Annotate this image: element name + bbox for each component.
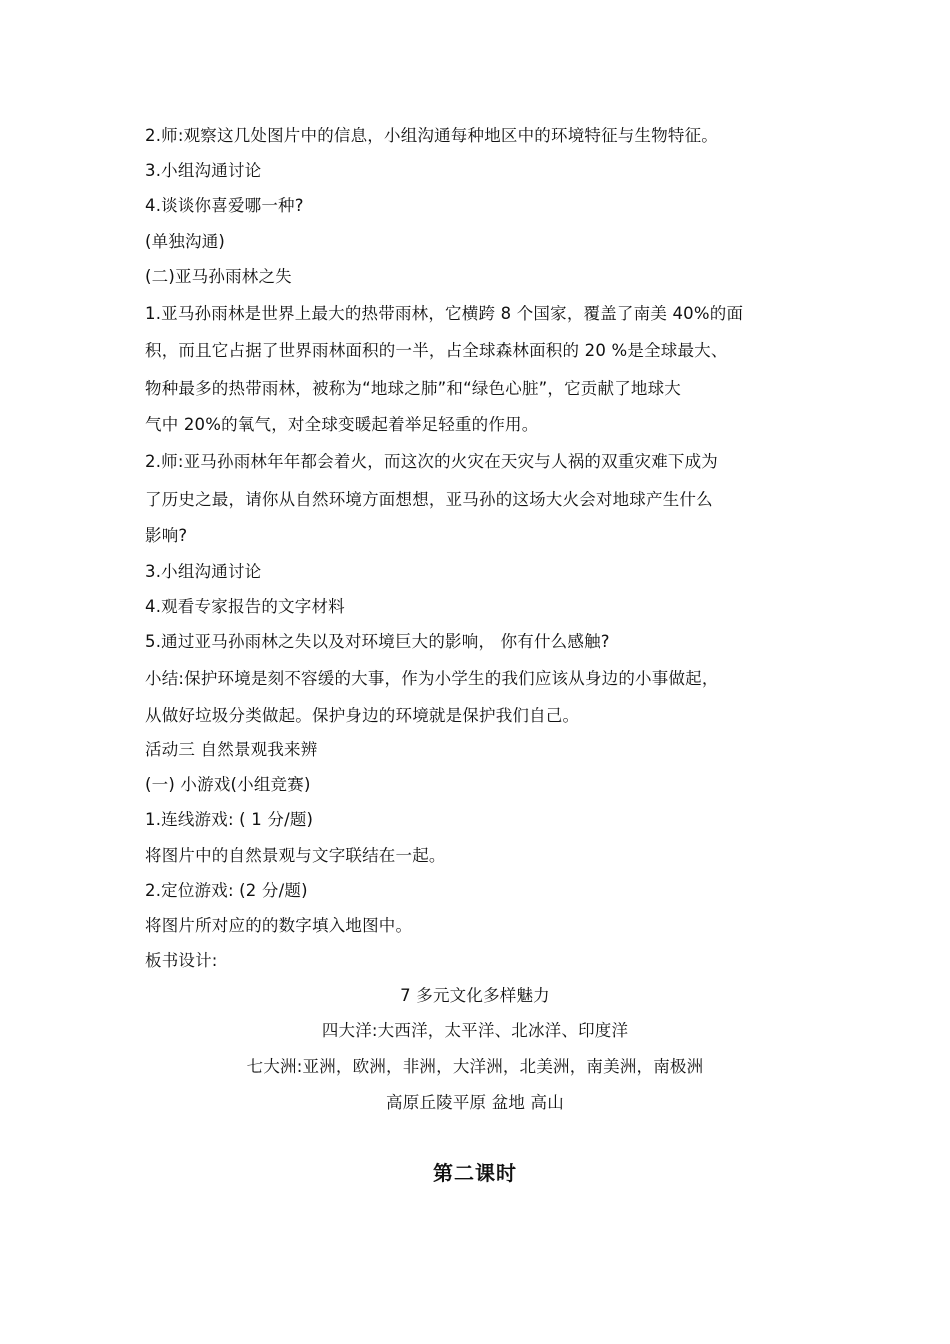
mini-game-title: (一) 小游戏(小组竞赛) bbox=[145, 775, 311, 794]
board-landforms: 高原丘陵平原 盆地 高山 bbox=[386, 1093, 564, 1112]
paragraph-teacher-observe: 2.师:观察这几处图片中的信息，小组沟通每种地区中的环境特征与生物特征。 bbox=[145, 126, 719, 145]
paragraph-amazon-3: 物种最多的热带雨林，被称为“地球之肺”和“绿色心脏”，它贡献了地球大 bbox=[145, 379, 681, 398]
subsection-amazon: (二)亚马孙雨林之失 bbox=[145, 267, 292, 286]
paragraph-summary-1: 小结:保护环境是刻不容缓的大事，作为小学生的我们应该从身边的小事做起， bbox=[145, 669, 719, 688]
matching-game: 1.连线游戏: ( 1 分/题) bbox=[145, 810, 314, 829]
paragraph-group-discuss-1: 3.小组沟通讨论 bbox=[145, 161, 262, 180]
board-oceans: 四大洋:大西洋，太平洋、北冰洋、印度洋 bbox=[321, 1021, 629, 1040]
location-game-desc: 将图片所对应的的数字填入地图中。 bbox=[145, 916, 413, 935]
paragraph-amazon-4: 气中 20%的氧气，对全球变暖起着举足轻重的作用。 bbox=[145, 415, 539, 434]
section-heading: 第二课时 bbox=[433, 1161, 517, 1185]
paragraph-fire-2: 了历史之最，请你从自然环境方面想想，亚马孙的这场大火会对地球产生什么 bbox=[145, 490, 713, 509]
paragraph-summary-2: 从做好垃圾分类做起。保护身边的环境就是保护我们自己。 bbox=[145, 706, 580, 725]
paragraph-fire-3: 影响? bbox=[145, 526, 188, 545]
location-game: 2.定位游戏: (2 分/题) bbox=[145, 881, 308, 900]
paragraph-feelings: 5.通过亚马孙雨林之失以及对环境巨大的影响， 你有什么感触? bbox=[145, 632, 610, 651]
board-continents: 七大洲:亚洲，欧洲，非洲，大洋洲，北美洲，南美洲，南极洲 bbox=[246, 1057, 704, 1076]
board-title: 7 多元文化多样魅力 bbox=[400, 986, 550, 1005]
activity-three-title: 活动三 自然景观我来辨 bbox=[145, 740, 318, 759]
paragraph-amazon-1: 1.亚马孙雨林是世界上最大的热带雨林，它横跨 8 个国家，覆盖了南美 40%的面 bbox=[145, 304, 744, 323]
paragraph-amazon-2: 积，而且它占据了世界雨林面积的一半，占全球森林面积的 20 %是全球最大、 bbox=[145, 341, 728, 360]
paragraph-favorite: 4.谈谈你喜爱哪一种? bbox=[145, 196, 304, 215]
paragraph-fire-1: 2.师:亚马孙雨林年年都会着火，而这次的火灾在天灾与人祸的双重灾难下成为 bbox=[145, 452, 719, 471]
paragraph-expert-report: 4.观看专家报告的文字材料 bbox=[145, 597, 345, 616]
matching-game-desc: 将图片中的自然景观与文字联结在一起。 bbox=[145, 846, 446, 865]
paragraph-individual: (单独沟通) bbox=[145, 232, 226, 251]
board-design-label: 板书设计: bbox=[145, 951, 218, 970]
paragraph-group-discuss-2: 3.小组沟通讨论 bbox=[145, 562, 262, 581]
